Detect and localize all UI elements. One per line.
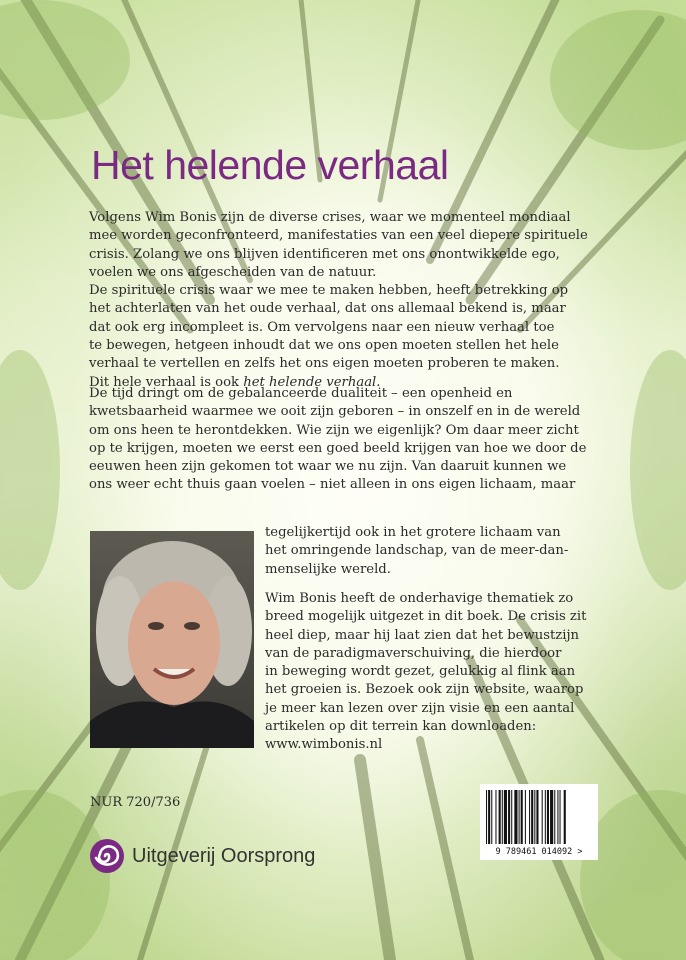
- description-paragraph-2-continued: [265, 524, 620, 579]
- text-line: te bewegen, hetgeen inhoudt dat we ons open moeten stellen het hele: [89, 338, 559, 354]
- text-line: mee worden geconfronteerd, manifestaties van een veel diepere spirituele: [89, 228, 588, 244]
- text-line: het groeien is. Bezoek ook zijn website, waarop: [265, 682, 584, 698]
- text-line: tegelijkertijd ook in het grotere lichaam van: [265, 525, 561, 540]
- text-line: dat ook erg incompleet is. Om vervolgens naar een nieuw verhaal toe: [89, 319, 555, 335]
- text-line: van de paradigmaverschuiving, die hierdoor: [265, 645, 562, 661]
- text-line: crisis. Zolang we ons blijven identificeren met ons onontwikkelde ego,: [89, 246, 560, 262]
- text-line: om ons heen te herontdekken. Wie zijn we eigenlijk? Om daar meer zicht: [89, 422, 579, 438]
- text-span: Dit hele verhaal is ook: [89, 374, 244, 390]
- text-line: De spirituele crisis waar we mee te maken hebben, heeft betrekking op: [89, 283, 569, 299]
- author-photo: [90, 531, 254, 748]
- text-line: breed mogelijk uitgezet in dit boek. De crisis zit: [265, 609, 587, 625]
- description-paragraph-3: [265, 590, 620, 755]
- text-line: verhaal te vertellen en zelfs het ons eigen moeten proberen te maken.: [89, 356, 560, 372]
- nur-code: NUR 720/736: [90, 795, 181, 810]
- barcode-digits: 9 789461 014092 >: [495, 847, 583, 857]
- text-line: kwetsbaarheid waarmee we ooit zijn geboren – in onszelf en in de wereld: [89, 404, 581, 420]
- text-line: menselijke wereld.: [265, 561, 391, 577]
- text-line: Volgens Wim Bonis zijn de diverse crises, waar we momenteel mondiaal: [89, 210, 571, 225]
- text-line: Wim Bonis heeft de onderhavige thematiek zo: [265, 591, 574, 606]
- italic-book-title: het helende verhaal.: [243, 374, 381, 390]
- text-line: je meer kan lezen over zijn visie en een aantal: [265, 700, 575, 716]
- description-paragraph-1: [89, 209, 624, 392]
- publisher-name: Uitgeverij Oorsprong: [132, 844, 316, 867]
- isbn-barcode: [480, 784, 598, 860]
- text-line: De tijd dringt om de gebalanceerde dualiteit – een openheid en: [89, 386, 513, 401]
- publisher-logo: [89, 838, 315, 874]
- description-paragraph-2: [89, 385, 624, 495]
- text-line: het omringende landschap, van de meer-dan-: [265, 543, 569, 559]
- text-line: eeuwen heen zijn gekomen tot waar we nu zijn. Van daaruit kunnen we: [89, 459, 567, 475]
- text-line: het achterlaten van het oude verhaal, dat ons allemaal bekend is, maar: [89, 301, 566, 317]
- text-line: artikelen op dit terrein kan downloaden:: [265, 719, 537, 735]
- text-line: in beweging wordt gezet, gelukkig al flink aan: [265, 664, 576, 680]
- spiral-logo-icon: [89, 838, 125, 874]
- book-title: Het helende verhaal: [91, 142, 449, 188]
- text-line: voelen we ons afgescheiden van de natuur.: [89, 264, 377, 280]
- text-line: op te krijgen, moeten we eerst een goed beeld krijgen van hoe we door de: [89, 440, 587, 456]
- website-url[interactable]: www.wimbonis.nl: [265, 737, 383, 753]
- text-line: ons weer echt thuis gaan voelen – niet alleen in ons eigen lichaam, maar: [89, 477, 576, 493]
- text-line: heel diep, maar hij laat zien dat het bewustzijn: [265, 627, 580, 643]
